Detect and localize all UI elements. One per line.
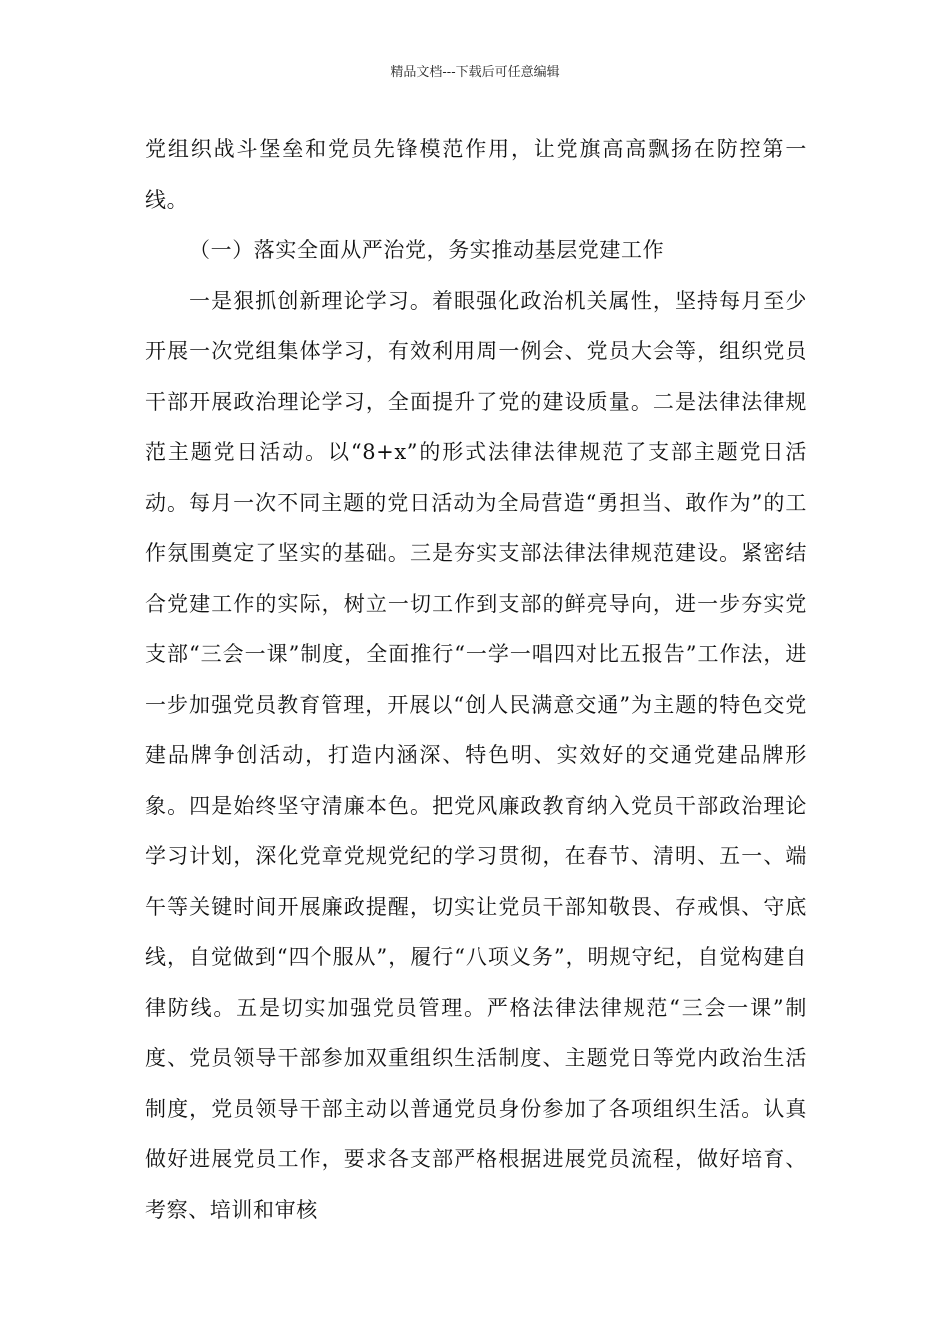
paragraph-continuation: 党组织战斗堡垒和党员先锋模范作用，让党旗高高飘扬在防控第一线。: [145, 137, 807, 212]
document-body: [145, 124, 807, 1235]
section-heading: （一）落实全面从严治党，务实推动基层党建工作: [189, 238, 665, 262]
page-header: 精品文档---下载后可任意编辑: [390, 65, 560, 80]
paragraph-body: 一是狠抓创新理论学习。着眼强化政治机关属性，坚持每月至少开展一次党组集体学习，有效利用周一例会、党员大会等，组织党员干部开展政治理论学习，全面提升了党的建设质量。二是法律法律规范主题党日活动。以“8+x”的形式法律法律规范了支部主题党日活动。每月一次不同主题的党日活动为全局营造“勇担当、敢作为”的工作氛围奠定了坚实的基础。三是夯实支部法律法律规范建设。紧密结合党建工作的实际，树立一切工作到支部的鲜亮导向，进一步夯实党支部“三会一课”制度，全面推行“一学一唱四对比五报告”工作法，进一步加强党员教育管理，开展以“创人民满意交通”为主题的特色交党建品牌争创活动，打造内涵深、特色明、实效好的交通党建品牌形象。四是始终坚守清廉本色。把党风廉政教育纳入党员干部政治理论学习计划，深化党章党规党纪的学习贯彻，在春节、清明、五一、端午等关键时间开展廉政提醒，切实让党员干部知敬畏、存戒惧、守底线，自觉做到“四个服从”，履行“八项义务”，明规守纪，自觉构建自律防线。五是切实加强党员管理。严格法律法律规范“三会一课”制度、党员领导干部参加双重组织生活制度、主题党日等党内政治生活制度，党员领导干部主动以普通党员身份参加了各项组织生活。认真做好进展党员工作，要求各支部严格根据进展党员流程，做好培育、考察、培训和审核: [145, 288, 807, 1222]
